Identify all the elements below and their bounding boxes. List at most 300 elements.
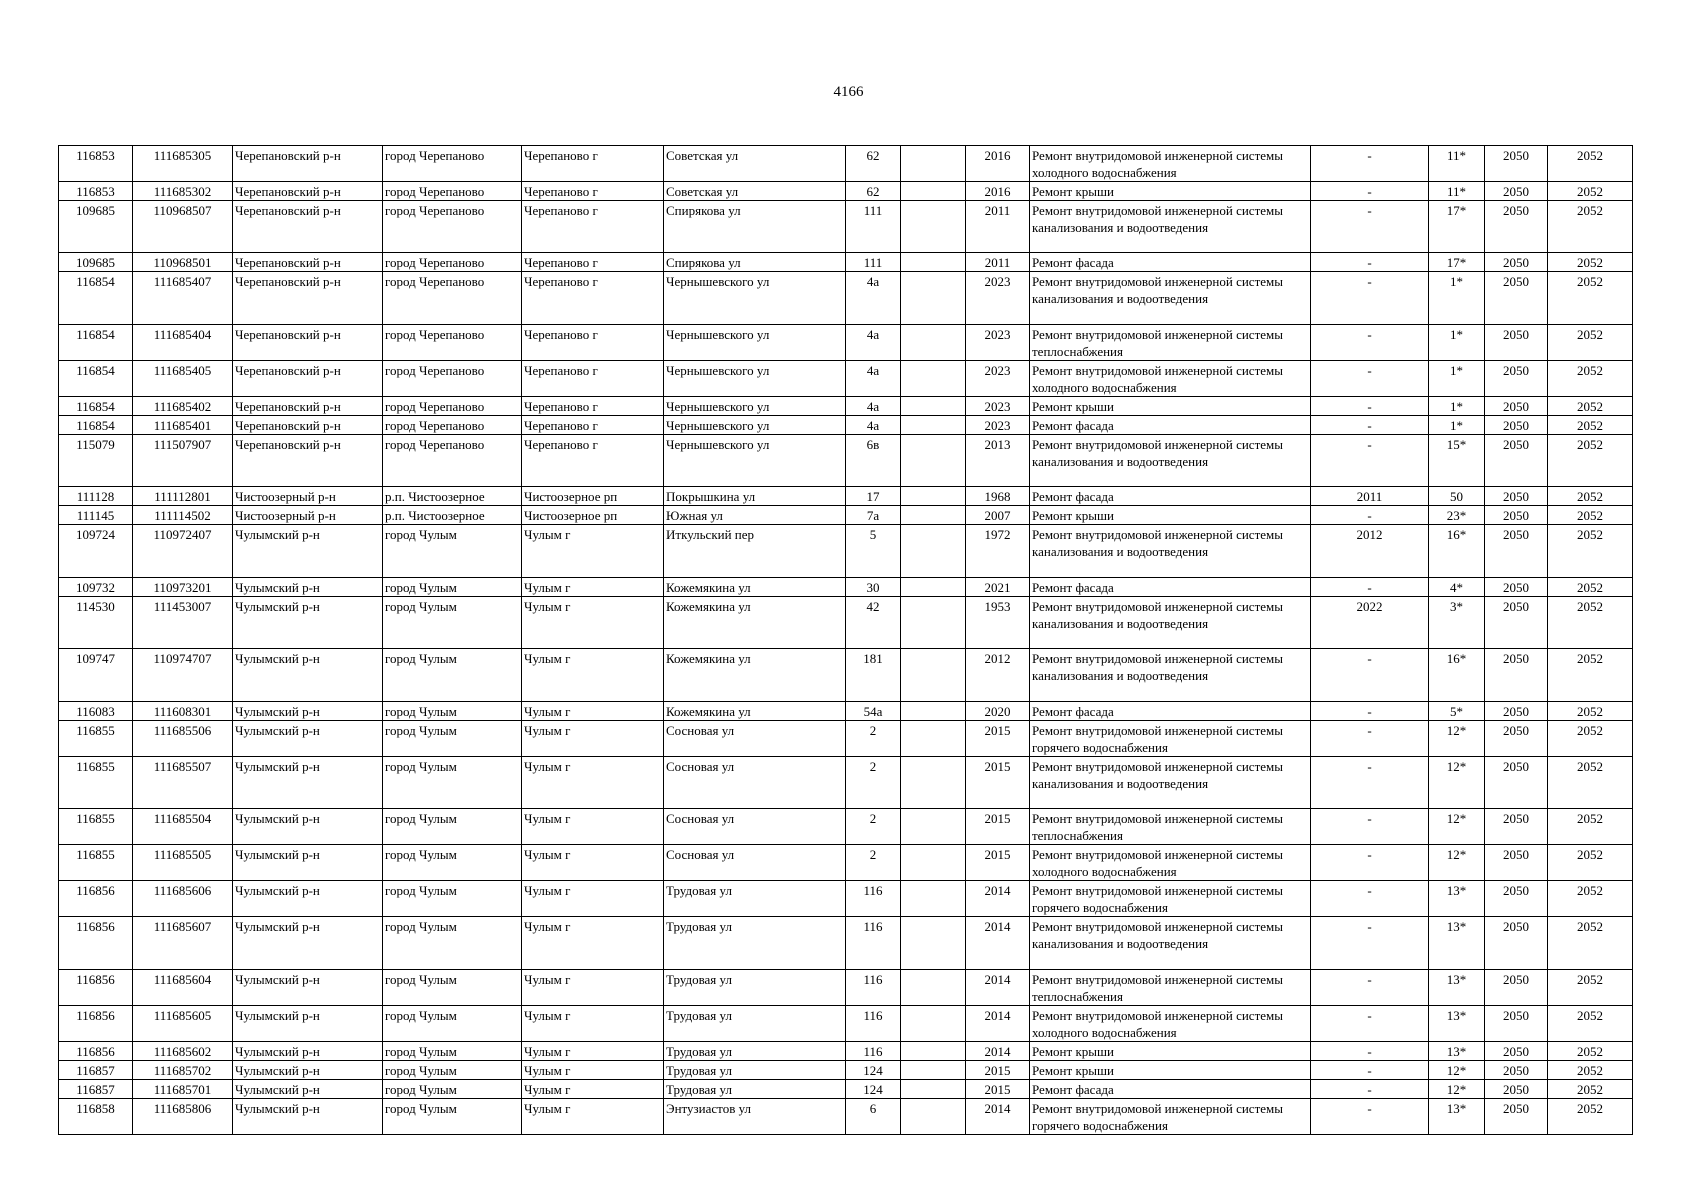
locality-cell: Чулым г bbox=[522, 578, 664, 597]
plan-start-year-cell: 2050 bbox=[1485, 272, 1548, 325]
plan-start-year-cell: 2050 bbox=[1485, 435, 1548, 487]
house-id-cell: 116854 bbox=[59, 416, 133, 435]
plan-end-year-cell: 2052 bbox=[1548, 917, 1633, 970]
municipality-cell: город Чулым bbox=[383, 809, 522, 845]
built-year-cell: 2015 bbox=[966, 721, 1030, 757]
house-id-cell: 116855 bbox=[59, 757, 133, 809]
work-type-cell: Ремонт внутридомовой инженерной системы канализования и водоотведения bbox=[1030, 525, 1311, 578]
house-number-cell: 2 bbox=[846, 721, 901, 757]
district-cell: Черепановский р-н bbox=[233, 361, 383, 397]
district-cell: Чулымский р-н bbox=[233, 649, 383, 702]
last-repair-year-cell: - bbox=[1311, 721, 1429, 757]
municipality-cell: город Черепаново bbox=[383, 325, 522, 361]
plan-start-year-cell: 2050 bbox=[1485, 146, 1548, 182]
work-type-cell: Ремонт крыши bbox=[1030, 397, 1311, 416]
locality-cell: Черепаново г bbox=[522, 182, 664, 201]
building-cell bbox=[901, 487, 966, 506]
plan-end-year-cell: 2052 bbox=[1548, 201, 1633, 253]
work-type-cell: Ремонт внутридомовой инженерной системы горячего водоснабжения bbox=[1030, 1099, 1311, 1135]
locality-cell: Чулым г bbox=[522, 1006, 664, 1042]
municipality-cell: р.п. Чистоозерное bbox=[383, 506, 522, 525]
district-cell: Чулымский р-н bbox=[233, 970, 383, 1006]
last-repair-year-cell: - bbox=[1311, 1006, 1429, 1042]
plan-start-year-cell: 2050 bbox=[1485, 487, 1548, 506]
municipality-cell: город Чулым bbox=[383, 597, 522, 649]
street-cell: Кожемякина ул bbox=[664, 702, 846, 721]
object-code-cell: 111685504 bbox=[133, 809, 233, 845]
object-code-cell: 111685701 bbox=[133, 1080, 233, 1099]
plan-start-year-cell: 2050 bbox=[1485, 757, 1548, 809]
plan-start-year-cell: 2050 bbox=[1485, 253, 1548, 272]
street-cell: Советская ул bbox=[664, 182, 846, 201]
built-year-cell: 2015 bbox=[966, 845, 1030, 881]
built-year-cell: 2023 bbox=[966, 361, 1030, 397]
district-cell: Черепановский р-н bbox=[233, 397, 383, 416]
plan-start-year-cell: 2050 bbox=[1485, 506, 1548, 525]
built-year-cell: 2014 bbox=[966, 1006, 1030, 1042]
work-type-cell: Ремонт фасада bbox=[1030, 416, 1311, 435]
street-cell: Советская ул bbox=[664, 146, 846, 182]
district-cell: Чулымский р-н bbox=[233, 525, 383, 578]
object-code-cell: 110972407 bbox=[133, 525, 233, 578]
building-cell bbox=[901, 397, 966, 416]
built-year-cell: 1968 bbox=[966, 487, 1030, 506]
work-type-cell: Ремонт внутридомовой инженерной системы горячего водоснабжения bbox=[1030, 881, 1311, 917]
district-cell: Черепановский р-н bbox=[233, 201, 383, 253]
street-cell: Трудовая ул bbox=[664, 970, 846, 1006]
plan-start-year-cell: 2050 bbox=[1485, 702, 1548, 721]
built-year-cell: 2015 bbox=[966, 1080, 1030, 1099]
street-cell: Иткульский пер bbox=[664, 525, 846, 578]
built-year-cell: 2015 bbox=[966, 809, 1030, 845]
street-cell: Чернышевского ул bbox=[664, 416, 846, 435]
table-row bbox=[59, 325, 1633, 361]
house-number-cell: 17 bbox=[846, 487, 901, 506]
municipality-cell: город Черепаново bbox=[383, 416, 522, 435]
municipality-cell: город Черепаново bbox=[383, 253, 522, 272]
building-cell bbox=[901, 1061, 966, 1080]
page-number: 4166 bbox=[833, 84, 864, 100]
locality-cell: Черепаново г bbox=[522, 361, 664, 397]
wear-value-cell: 1* bbox=[1429, 416, 1485, 435]
locality-cell: Черепаново г bbox=[522, 253, 664, 272]
plan-end-year-cell: 2052 bbox=[1548, 1099, 1633, 1135]
plan-end-year-cell: 2052 bbox=[1548, 578, 1633, 597]
municipality-cell: город Черепаново bbox=[383, 272, 522, 325]
work-type-cell: Ремонт внутридомовой инженерной системы канализования и водоотведения bbox=[1030, 201, 1311, 253]
wear-value-cell: 11* bbox=[1429, 182, 1485, 201]
built-year-cell: 2020 bbox=[966, 702, 1030, 721]
object-code-cell: 111685702 bbox=[133, 1061, 233, 1080]
built-year-cell: 2023 bbox=[966, 397, 1030, 416]
work-type-cell: Ремонт внутридомовой инженерной системы теплоснабжения bbox=[1030, 809, 1311, 845]
locality-cell: Чулым г bbox=[522, 845, 664, 881]
house-id-cell: 109747 bbox=[59, 649, 133, 702]
built-year-cell: 2012 bbox=[966, 649, 1030, 702]
locality-cell: Чулым г bbox=[522, 649, 664, 702]
building-cell bbox=[901, 757, 966, 809]
table-row bbox=[59, 1080, 1633, 1099]
table-row bbox=[59, 809, 1633, 845]
table-row bbox=[59, 845, 1633, 881]
built-year-cell: 2016 bbox=[966, 146, 1030, 182]
wear-value-cell: 13* bbox=[1429, 1042, 1485, 1061]
district-cell: Чулымский р-н bbox=[233, 1006, 383, 1042]
table-row bbox=[59, 702, 1633, 721]
wear-value-cell: 13* bbox=[1429, 881, 1485, 917]
work-type-cell: Ремонт фасада bbox=[1030, 253, 1311, 272]
wear-value-cell: 15* bbox=[1429, 435, 1485, 487]
plan-start-year-cell: 2050 bbox=[1485, 578, 1548, 597]
street-cell: Покрышкина ул bbox=[664, 487, 846, 506]
building-cell bbox=[901, 1099, 966, 1135]
table-row bbox=[59, 201, 1633, 253]
object-code-cell: 111685305 bbox=[133, 146, 233, 182]
built-year-cell: 2007 bbox=[966, 506, 1030, 525]
built-year-cell: 2011 bbox=[966, 201, 1030, 253]
house-number-cell: 4а bbox=[846, 397, 901, 416]
house-number-cell: 124 bbox=[846, 1080, 901, 1099]
plan-start-year-cell: 2050 bbox=[1485, 845, 1548, 881]
wear-value-cell: 5* bbox=[1429, 702, 1485, 721]
plan-start-year-cell: 2050 bbox=[1485, 649, 1548, 702]
object-code-cell: 111685507 bbox=[133, 757, 233, 809]
district-cell: Черепановский р-н bbox=[233, 253, 383, 272]
table-row bbox=[59, 487, 1633, 506]
house-number-cell: 4а bbox=[846, 361, 901, 397]
municipality-cell: город Чулым bbox=[383, 702, 522, 721]
house-number-cell: 111 bbox=[846, 201, 901, 253]
last-repair-year-cell: - bbox=[1311, 253, 1429, 272]
plan-end-year-cell: 2052 bbox=[1548, 970, 1633, 1006]
wear-value-cell: 16* bbox=[1429, 525, 1485, 578]
plan-end-year-cell: 2052 bbox=[1548, 597, 1633, 649]
locality-cell: Чулым г bbox=[522, 881, 664, 917]
object-code-cell: 111685806 bbox=[133, 1099, 233, 1135]
municipality-cell: город Черепаново bbox=[383, 435, 522, 487]
work-type-cell: Ремонт внутридомовой инженерной системы холодного водоснабжения bbox=[1030, 1006, 1311, 1042]
district-cell: Черепановский р-н bbox=[233, 325, 383, 361]
plan-end-year-cell: 2052 bbox=[1548, 1006, 1633, 1042]
municipality-cell: город Черепаново bbox=[383, 201, 522, 253]
wear-value-cell: 13* bbox=[1429, 1006, 1485, 1042]
house-id-cell: 111145 bbox=[59, 506, 133, 525]
building-cell bbox=[901, 702, 966, 721]
locality-cell: Чулым г bbox=[522, 597, 664, 649]
plan-end-year-cell: 2052 bbox=[1548, 487, 1633, 506]
house-number-cell: 4а bbox=[846, 272, 901, 325]
wear-value-cell: 23* bbox=[1429, 506, 1485, 525]
house-id-cell: 115079 bbox=[59, 435, 133, 487]
building-cell bbox=[901, 253, 966, 272]
district-cell: Чулымский р-н bbox=[233, 578, 383, 597]
plan-end-year-cell: 2052 bbox=[1548, 182, 1633, 201]
last-repair-year-cell: - bbox=[1311, 416, 1429, 435]
plan-end-year-cell: 2052 bbox=[1548, 146, 1633, 182]
house-id-cell: 111128 bbox=[59, 487, 133, 506]
municipality-cell: город Чулым bbox=[383, 649, 522, 702]
work-type-cell: Ремонт крыши bbox=[1030, 182, 1311, 201]
street-cell: Чернышевского ул bbox=[664, 397, 846, 416]
last-repair-year-cell: - bbox=[1311, 325, 1429, 361]
wear-value-cell: 13* bbox=[1429, 1099, 1485, 1135]
object-code-cell: 111114502 bbox=[133, 506, 233, 525]
work-type-cell: Ремонт внутридомовой инженерной системы канализования и водоотведения bbox=[1030, 649, 1311, 702]
work-type-cell: Ремонт внутридомовой инженерной системы канализования и водоотведения bbox=[1030, 435, 1311, 487]
locality-cell: Чулым г bbox=[522, 1061, 664, 1080]
wear-value-cell: 12* bbox=[1429, 845, 1485, 881]
building-cell bbox=[901, 1006, 966, 1042]
locality-cell: Черепаново г bbox=[522, 272, 664, 325]
object-code-cell: 111685606 bbox=[133, 881, 233, 917]
last-repair-year-cell: - bbox=[1311, 1061, 1429, 1080]
municipality-cell: город Чулым bbox=[383, 1099, 522, 1135]
municipality-cell: город Чулым bbox=[383, 721, 522, 757]
table-row bbox=[59, 146, 1633, 182]
municipality-cell: город Чулым bbox=[383, 1080, 522, 1099]
last-repair-year-cell: - bbox=[1311, 272, 1429, 325]
object-code-cell: 111685401 bbox=[133, 416, 233, 435]
locality-cell: Черепаново г bbox=[522, 435, 664, 487]
district-cell: Чулымский р-н bbox=[233, 757, 383, 809]
last-repair-year-cell: - bbox=[1311, 201, 1429, 253]
plan-start-year-cell: 2050 bbox=[1485, 917, 1548, 970]
house-number-cell: 111 bbox=[846, 253, 901, 272]
last-repair-year-cell: 2022 bbox=[1311, 597, 1429, 649]
street-cell: Спирякова ул bbox=[664, 253, 846, 272]
built-year-cell: 2013 bbox=[966, 435, 1030, 487]
locality-cell: Чулым г bbox=[522, 970, 664, 1006]
municipality-cell: город Чулым bbox=[383, 1006, 522, 1042]
work-type-cell: Ремонт внутридомовой инженерной системы холодного водоснабжения bbox=[1030, 146, 1311, 182]
building-cell bbox=[901, 845, 966, 881]
work-type-cell: Ремонт крыши bbox=[1030, 506, 1311, 525]
object-code-cell: 111685607 bbox=[133, 917, 233, 970]
table-row bbox=[59, 525, 1633, 578]
district-cell: Чулымский р-н bbox=[233, 1080, 383, 1099]
house-id-cell: 109685 bbox=[59, 253, 133, 272]
object-code-cell: 111685604 bbox=[133, 970, 233, 1006]
built-year-cell: 1953 bbox=[966, 597, 1030, 649]
house-id-cell: 116856 bbox=[59, 881, 133, 917]
house-number-cell: 116 bbox=[846, 1006, 901, 1042]
registry-body bbox=[59, 146, 1633, 1135]
locality-cell: Чулым г bbox=[522, 1042, 664, 1061]
object-code-cell: 111685402 bbox=[133, 397, 233, 416]
object-code-cell: 111685404 bbox=[133, 325, 233, 361]
house-number-cell: 62 bbox=[846, 146, 901, 182]
municipality-cell: город Черепаново bbox=[383, 182, 522, 201]
building-cell bbox=[901, 416, 966, 435]
last-repair-year-cell: - bbox=[1311, 649, 1429, 702]
plan-start-year-cell: 2050 bbox=[1485, 525, 1548, 578]
wear-value-cell: 16* bbox=[1429, 649, 1485, 702]
street-cell: Чернышевского ул bbox=[664, 435, 846, 487]
house-number-cell: 7а bbox=[846, 506, 901, 525]
plan-start-year-cell: 2050 bbox=[1485, 1099, 1548, 1135]
house-id-cell: 116853 bbox=[59, 146, 133, 182]
street-cell: Трудовая ул bbox=[664, 1042, 846, 1061]
building-cell bbox=[901, 506, 966, 525]
street-cell: Трудовая ул bbox=[664, 881, 846, 917]
table-row bbox=[59, 397, 1633, 416]
wear-value-cell: 11* bbox=[1429, 146, 1485, 182]
street-cell: Кожемякина ул bbox=[664, 649, 846, 702]
plan-start-year-cell: 2050 bbox=[1485, 1080, 1548, 1099]
plan-start-year-cell: 2050 bbox=[1485, 1042, 1548, 1061]
house-number-cell: 6в bbox=[846, 435, 901, 487]
locality-cell: Чулым г bbox=[522, 702, 664, 721]
municipality-cell: город Чулым bbox=[383, 917, 522, 970]
house-id-cell: 116858 bbox=[59, 1099, 133, 1135]
street-cell: Кожемякина ул bbox=[664, 578, 846, 597]
plan-start-year-cell: 2050 bbox=[1485, 201, 1548, 253]
house-number-cell: 54а bbox=[846, 702, 901, 721]
work-type-cell: Ремонт фасада bbox=[1030, 487, 1311, 506]
wear-value-cell: 3* bbox=[1429, 597, 1485, 649]
street-cell: Трудовая ул bbox=[664, 1080, 846, 1099]
wear-value-cell: 1* bbox=[1429, 325, 1485, 361]
house-number-cell: 4а bbox=[846, 325, 901, 361]
table-row bbox=[59, 597, 1633, 649]
plan-start-year-cell: 2050 bbox=[1485, 809, 1548, 845]
plan-end-year-cell: 2052 bbox=[1548, 649, 1633, 702]
building-cell bbox=[901, 1080, 966, 1099]
building-cell bbox=[901, 970, 966, 1006]
district-cell: Чулымский р-н bbox=[233, 809, 383, 845]
object-code-cell: 110974707 bbox=[133, 649, 233, 702]
table-row bbox=[59, 1099, 1633, 1135]
table-row bbox=[59, 182, 1633, 201]
built-year-cell: 2021 bbox=[966, 578, 1030, 597]
last-repair-year-cell: - bbox=[1311, 1080, 1429, 1099]
wear-value-cell: 12* bbox=[1429, 757, 1485, 809]
last-repair-year-cell: - bbox=[1311, 506, 1429, 525]
last-repair-year-cell: 2012 bbox=[1311, 525, 1429, 578]
street-cell: Трудовая ул bbox=[664, 1061, 846, 1080]
wear-value-cell: 50 bbox=[1429, 487, 1485, 506]
district-cell: Черепановский р-н bbox=[233, 435, 383, 487]
last-repair-year-cell: - bbox=[1311, 361, 1429, 397]
street-cell: Чернышевского ул bbox=[664, 272, 846, 325]
street-cell: Сосновая ул bbox=[664, 845, 846, 881]
table-row bbox=[59, 361, 1633, 397]
house-number-cell: 181 bbox=[846, 649, 901, 702]
object-code-cell: 111685605 bbox=[133, 1006, 233, 1042]
plan-end-year-cell: 2052 bbox=[1548, 253, 1633, 272]
wear-value-cell: 12* bbox=[1429, 809, 1485, 845]
house-number-cell: 2 bbox=[846, 757, 901, 809]
street-cell: Спирякова ул bbox=[664, 201, 846, 253]
plan-end-year-cell: 2052 bbox=[1548, 809, 1633, 845]
plan-end-year-cell: 2052 bbox=[1548, 757, 1633, 809]
last-repair-year-cell: - bbox=[1311, 702, 1429, 721]
district-cell: Чулымский р-н bbox=[233, 1042, 383, 1061]
object-code-cell: 111685505 bbox=[133, 845, 233, 881]
building-cell bbox=[901, 597, 966, 649]
last-repair-year-cell: - bbox=[1311, 757, 1429, 809]
locality-cell: Чулым г bbox=[522, 917, 664, 970]
built-year-cell: 2023 bbox=[966, 416, 1030, 435]
plan-start-year-cell: 2050 bbox=[1485, 1061, 1548, 1080]
built-year-cell: 2014 bbox=[966, 1042, 1030, 1061]
last-repair-year-cell: - bbox=[1311, 146, 1429, 182]
municipality-cell: город Чулым bbox=[383, 881, 522, 917]
house-id-cell: 116083 bbox=[59, 702, 133, 721]
plan-end-year-cell: 2052 bbox=[1548, 506, 1633, 525]
locality-cell: Чистоозерное рп bbox=[522, 487, 664, 506]
last-repair-year-cell: - bbox=[1311, 881, 1429, 917]
plan-start-year-cell: 2050 bbox=[1485, 721, 1548, 757]
table-row bbox=[59, 1042, 1633, 1061]
built-year-cell: 2014 bbox=[966, 1099, 1030, 1135]
locality-cell: Чулым г bbox=[522, 1099, 664, 1135]
house-id-cell: 116855 bbox=[59, 809, 133, 845]
municipality-cell: город Чулым bbox=[383, 525, 522, 578]
district-cell: Черепановский р-н bbox=[233, 182, 383, 201]
plan-start-year-cell: 2050 bbox=[1485, 397, 1548, 416]
building-cell bbox=[901, 1042, 966, 1061]
work-type-cell: Ремонт внутридомовой инженерной системы теплоснабжения bbox=[1030, 970, 1311, 1006]
building-cell bbox=[901, 649, 966, 702]
house-id-cell: 116855 bbox=[59, 721, 133, 757]
building-cell bbox=[901, 182, 966, 201]
house-id-cell: 116853 bbox=[59, 182, 133, 201]
built-year-cell: 2011 bbox=[966, 253, 1030, 272]
district-cell: Чулымский р-н bbox=[233, 845, 383, 881]
plan-end-year-cell: 2052 bbox=[1548, 416, 1633, 435]
object-code-cell: 111685302 bbox=[133, 182, 233, 201]
building-cell bbox=[901, 578, 966, 597]
plan-start-year-cell: 2050 bbox=[1485, 416, 1548, 435]
street-cell: Сосновая ул bbox=[664, 809, 846, 845]
street-cell: Сосновая ул bbox=[664, 757, 846, 809]
street-cell: Трудовая ул bbox=[664, 1006, 846, 1042]
table-row bbox=[59, 416, 1633, 435]
building-cell bbox=[901, 201, 966, 253]
street-cell: Чернышевского ул bbox=[664, 325, 846, 361]
object-code-cell: 111685602 bbox=[133, 1042, 233, 1061]
plan-start-year-cell: 2050 bbox=[1485, 361, 1548, 397]
municipality-cell: город Черепаново bbox=[383, 361, 522, 397]
table-row bbox=[59, 578, 1633, 597]
last-repair-year-cell: - bbox=[1311, 578, 1429, 597]
house-number-cell: 4а bbox=[846, 416, 901, 435]
table-row bbox=[59, 721, 1633, 757]
plan-end-year-cell: 2052 bbox=[1548, 325, 1633, 361]
house-id-cell: 116854 bbox=[59, 397, 133, 416]
house-number-cell: 116 bbox=[846, 881, 901, 917]
municipality-cell: город Чулым bbox=[383, 1042, 522, 1061]
work-type-cell: Ремонт фасада bbox=[1030, 578, 1311, 597]
object-code-cell: 111685405 bbox=[133, 361, 233, 397]
house-number-cell: 62 bbox=[846, 182, 901, 201]
table-row bbox=[59, 272, 1633, 325]
house-number-cell: 124 bbox=[846, 1061, 901, 1080]
wear-value-cell: 17* bbox=[1429, 201, 1485, 253]
plan-end-year-cell: 2052 bbox=[1548, 272, 1633, 325]
house-id-cell: 109724 bbox=[59, 525, 133, 578]
work-type-cell: Ремонт внутридомовой инженерной системы канализования и водоотведения bbox=[1030, 757, 1311, 809]
district-cell: Чулымский р-н bbox=[233, 1061, 383, 1080]
house-id-cell: 109732 bbox=[59, 578, 133, 597]
last-repair-year-cell: - bbox=[1311, 845, 1429, 881]
street-cell: Южная ул bbox=[664, 506, 846, 525]
object-code-cell: 111507907 bbox=[133, 435, 233, 487]
street-cell: Кожемякина ул bbox=[664, 597, 846, 649]
plan-end-year-cell: 2052 bbox=[1548, 702, 1633, 721]
last-repair-year-cell: - bbox=[1311, 809, 1429, 845]
